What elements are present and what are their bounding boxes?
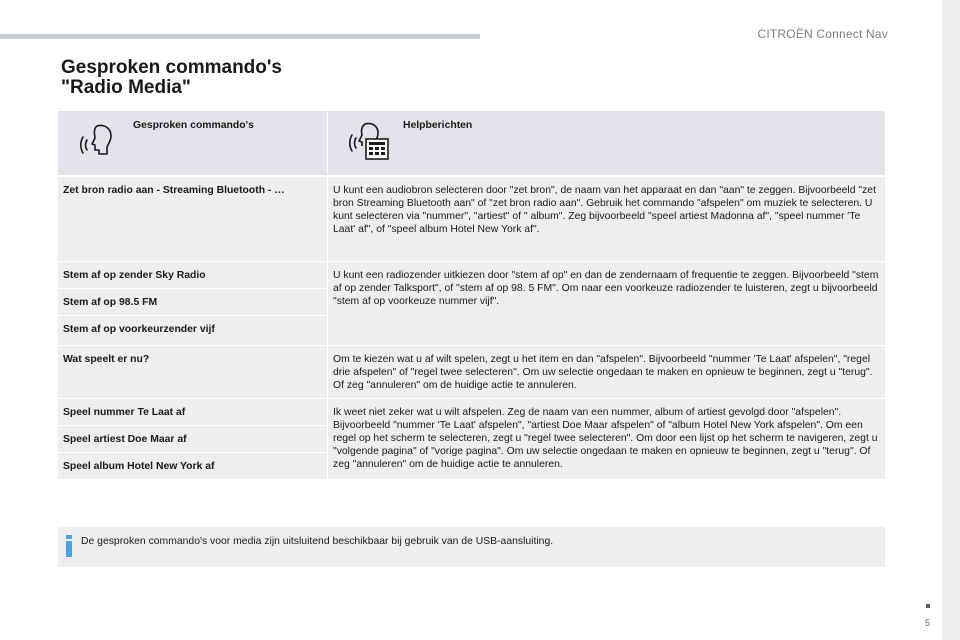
command-cell: Zet bron radio aan - Streaming Bluetooth - … xyxy=(58,176,328,262)
header-commands-label: Gesproken commando's xyxy=(133,120,254,131)
info-note-text: De gesproken commando's voor media zijn uitsluitend beschikbaar bij gebruik van de USB-aansluiting. xyxy=(81,536,554,547)
command-cell: Stem af op 98.5 FM xyxy=(58,289,328,316)
command-cell: Stem af op zender Sky Radio xyxy=(58,262,328,289)
voice-command-icon xyxy=(77,118,121,162)
info-note xyxy=(58,527,885,567)
help-cell: U kunt een audiobron selecteren door "zet bron", de naam van het apparaat en dan "aan" te zeggen. Bijvoorbeeld "zet bron Streaming Bluetooth aan" of "zet bron radio aan". Gebruik het commando "afspelen" om muziek te selecteren. U kunt selecteren via "nummer", "artiest" of " album". Zeg bijvoorbeeld "speel artiest Madonna af", "speel nummer 'Te Laat' af", of "speel album Hotel New York af". xyxy=(328,176,886,262)
help-messages-icon xyxy=(347,118,391,162)
page-number: 5 xyxy=(924,618,930,628)
header-cell-commands xyxy=(58,111,328,176)
command-cell: Speel artiest Doe Maar af xyxy=(58,426,328,453)
side-strip xyxy=(942,0,960,640)
brand-label: CITROËN Connect Nav xyxy=(757,27,888,41)
help-cell: Om te kiezen wat u af wilt spelen, zegt u het item en dan "afspelen". Bijvoorbeeld "nummer 'Te Laat' afspelen", "regel drie afspelen" of "regel twee selecteren". Om uw selectie ongedaan te maken en opnieuw te beginnen, zegt u "terug". Of zeg "annuleren" om de huidige actie te annuleren. xyxy=(328,346,886,399)
page-title xyxy=(61,58,282,98)
table-row xyxy=(58,262,885,289)
command-cell: Wat speelt er nu? xyxy=(58,346,328,399)
table-header-row xyxy=(58,111,885,176)
voice-command-table xyxy=(58,111,885,480)
header-help-label: Helpberichten xyxy=(403,120,473,131)
command-cell: Speel album Hotel New York af xyxy=(58,453,328,480)
table-row xyxy=(58,399,885,426)
table-row xyxy=(58,176,885,262)
help-cell: Ik weet niet zeker wat u wilt afspelen. Zeg de naam van een nummer, album of artiest gevolgd door "afspelen". Bijvoorbeeld "nummer 'Te Laat' afspelen", "artiest Doe Maar afspelen" of "album Hotel New York afspelen". Om een regel op het scherm te selecteren, zegt u "regel twee selecteren". Om door een lijst op het scherm te navigeren, zegt u "volgende pagina" of "vorige pagina". Om uw selectie ongedaan te maken en opnieuw te beginnen, zegt u "terug". Of zeg "annuleren" om de huidige actie te annuleren. xyxy=(328,399,886,480)
info-icon xyxy=(62,535,76,557)
help-cell: U kunt een radiozender uitkiezen door "stem af op" en dan de zendernaam of frequentie te zeggen. Bijvoorbeeld "stem af op zender Talksport", of "stem af op 98. 5 FM". Om naar een voorkeuze radiozender te luisteren, zegt u bijvoorbeeld "stem af op voorkeuze nummer vijf". xyxy=(328,262,886,346)
top-rule xyxy=(0,34,480,39)
page-title-line-2: "Radio Media" xyxy=(61,77,191,98)
command-cell: Speel nummer Te Laat af xyxy=(58,399,328,426)
page-title-line-1: Gesproken commando's xyxy=(61,57,282,78)
header-cell-help xyxy=(328,111,886,176)
command-cell: Stem af op voorkeurzender vijf xyxy=(58,316,328,346)
page-marker xyxy=(926,604,930,608)
table-row xyxy=(58,346,885,399)
